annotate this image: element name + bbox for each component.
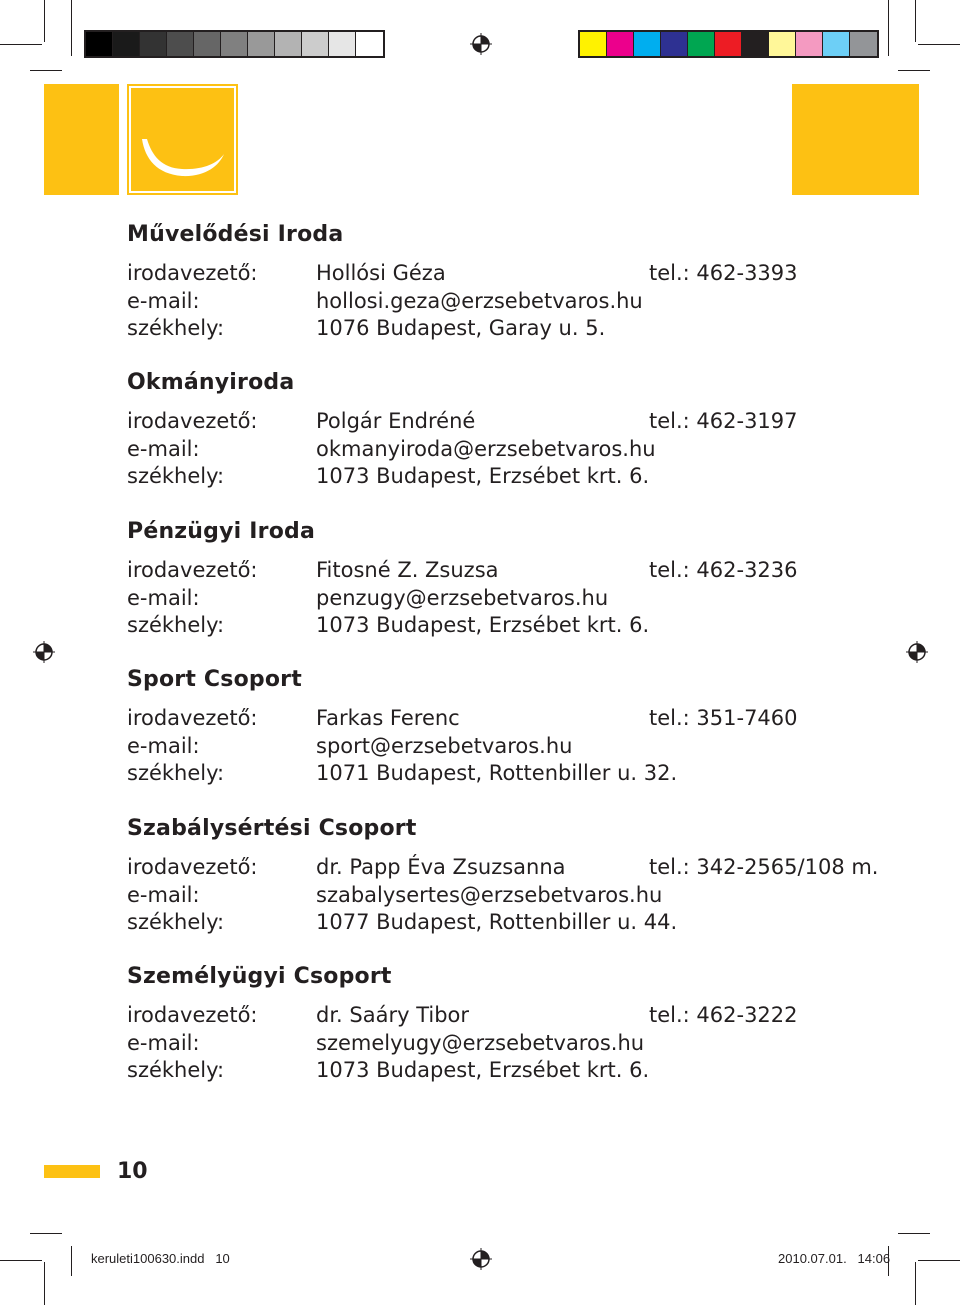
color-swatch xyxy=(329,32,356,56)
section-title: Okmányiroda xyxy=(127,370,295,395)
yellow-header-block-left xyxy=(44,84,119,195)
row-value: dr. Papp Éva Zsuzsanna xyxy=(316,855,566,879)
yellow-header-block-right xyxy=(792,84,919,195)
info-row xyxy=(127,558,827,586)
info-row xyxy=(127,706,827,734)
color-swatch xyxy=(113,32,140,56)
row-value: szabalysertes@erzsebetvaros.hu xyxy=(316,882,663,907)
section-title: Személyügyi Csoport xyxy=(127,964,392,989)
row-label: irodavezető: xyxy=(127,409,258,433)
section-title: Sport Csoport xyxy=(127,667,302,692)
color-swatch xyxy=(302,32,329,56)
info-row xyxy=(127,409,827,437)
color-swatch xyxy=(275,32,302,56)
row-phone: tel.: 462-3197 xyxy=(649,409,798,433)
row-value: dr. Saáry Tibor xyxy=(316,1003,470,1027)
row-label: e-mail: xyxy=(127,882,200,907)
row-label: székhely: xyxy=(127,910,225,934)
color-swatch xyxy=(607,32,634,56)
info-row xyxy=(127,464,827,492)
row-value: Fitosné Z. Zsuzsa xyxy=(316,558,499,582)
row-label: e-mail: xyxy=(127,436,200,461)
row-label: székhely: xyxy=(127,613,225,637)
row-value: 1073 Budapest, Erzsébet krt. 6. xyxy=(316,1058,650,1082)
section-title: Szabálysértési Csoport xyxy=(127,816,417,841)
registration-mark-icon xyxy=(906,641,928,663)
info-row xyxy=(127,1031,827,1059)
info-row xyxy=(127,613,827,641)
row-label: székhely: xyxy=(127,1058,225,1082)
section-title: Művelődési Iroda xyxy=(127,222,344,247)
info-row xyxy=(127,734,827,762)
color-swatch xyxy=(580,32,607,56)
page-number: 10 xyxy=(117,1159,148,1184)
info-row xyxy=(127,883,827,911)
row-value: okmanyiroda@erzsebetvaros.hu xyxy=(316,436,656,461)
row-phone: tel.: 462-3236 xyxy=(649,558,798,582)
footer-accent-bar xyxy=(44,1165,100,1178)
row-label: székhely: xyxy=(127,464,225,488)
info-row xyxy=(127,261,827,289)
row-value: Hollósi Géza xyxy=(316,261,446,285)
logo-tile xyxy=(127,84,238,195)
info-row xyxy=(127,316,827,344)
row-value: sport@erzsebetvaros.hu xyxy=(316,733,573,758)
row-value: 1071 Budapest, Rottenbiller u. 32. xyxy=(316,761,678,785)
row-phone: tel.: 342-2565/108 m. xyxy=(649,855,879,879)
color-swatch xyxy=(796,32,823,56)
row-value: szemelyugy@erzsebetvaros.hu xyxy=(316,1030,645,1055)
process-color-bar xyxy=(578,30,879,58)
row-label: irodavezető: xyxy=(127,558,258,582)
color-swatch xyxy=(86,32,113,56)
info-row xyxy=(127,855,879,883)
row-label: irodavezető: xyxy=(127,855,258,879)
color-swatch xyxy=(194,32,221,56)
row-label: e-mail: xyxy=(127,585,200,610)
info-row xyxy=(127,910,827,938)
section-title: Pénzügyi Iroda xyxy=(127,519,316,544)
row-value: hollosi.geza@erzsebetvaros.hu xyxy=(316,288,643,313)
color-swatch xyxy=(221,32,248,56)
color-swatch xyxy=(248,32,275,56)
row-label: irodavezető: xyxy=(127,706,258,730)
row-label: e-mail: xyxy=(127,1030,200,1055)
info-row xyxy=(127,1003,827,1031)
color-swatch xyxy=(742,32,769,56)
color-swatch xyxy=(823,32,850,56)
row-label: székhely: xyxy=(127,316,225,340)
row-value: Polgár Endréné xyxy=(316,409,476,433)
color-swatch xyxy=(661,32,688,56)
row-value: 1077 Budapest, Rottenbiller u. 44. xyxy=(316,910,678,934)
row-value: penzugy@erzsebetvaros.hu xyxy=(316,585,609,610)
color-swatch xyxy=(769,32,796,56)
row-value: 1073 Budapest, Erzsébet krt. 6. xyxy=(316,464,650,488)
slug-timestamp: 2010.07.01. 14:06 xyxy=(778,1251,891,1266)
info-row xyxy=(127,437,827,465)
row-phone: tel.: 351-7460 xyxy=(649,706,798,730)
row-label: e-mail: xyxy=(127,288,200,313)
row-label: irodavezető: xyxy=(127,261,258,285)
smile-logo-icon xyxy=(127,84,238,195)
color-swatch xyxy=(356,32,383,56)
row-phone: tel.: 462-3393 xyxy=(649,261,798,285)
registration-mark-icon xyxy=(470,1248,492,1270)
registration-mark-icon xyxy=(470,33,492,55)
row-label: e-mail: xyxy=(127,733,200,758)
color-swatch xyxy=(850,32,877,56)
row-phone: tel.: 462-3222 xyxy=(649,1003,798,1027)
info-row xyxy=(127,1058,827,1086)
grayscale-color-bar xyxy=(84,30,385,58)
row-label: székhely: xyxy=(127,761,225,785)
color-swatch xyxy=(715,32,742,56)
info-row xyxy=(127,586,827,614)
info-row xyxy=(127,761,827,789)
row-value: 1076 Budapest, Garay u. 5. xyxy=(316,316,606,340)
row-label: irodavezető: xyxy=(127,1003,258,1027)
info-row xyxy=(127,289,827,317)
row-value: Farkas Ferenc xyxy=(316,706,460,730)
color-swatch xyxy=(140,32,167,56)
row-value: 1073 Budapest, Erzsébet krt. 6. xyxy=(316,613,650,637)
registration-mark-icon xyxy=(33,641,55,663)
slug-file-name: keruleti100630.indd 10 xyxy=(91,1251,230,1266)
color-swatch xyxy=(634,32,661,56)
color-swatch xyxy=(688,32,715,56)
color-swatch xyxy=(167,32,194,56)
